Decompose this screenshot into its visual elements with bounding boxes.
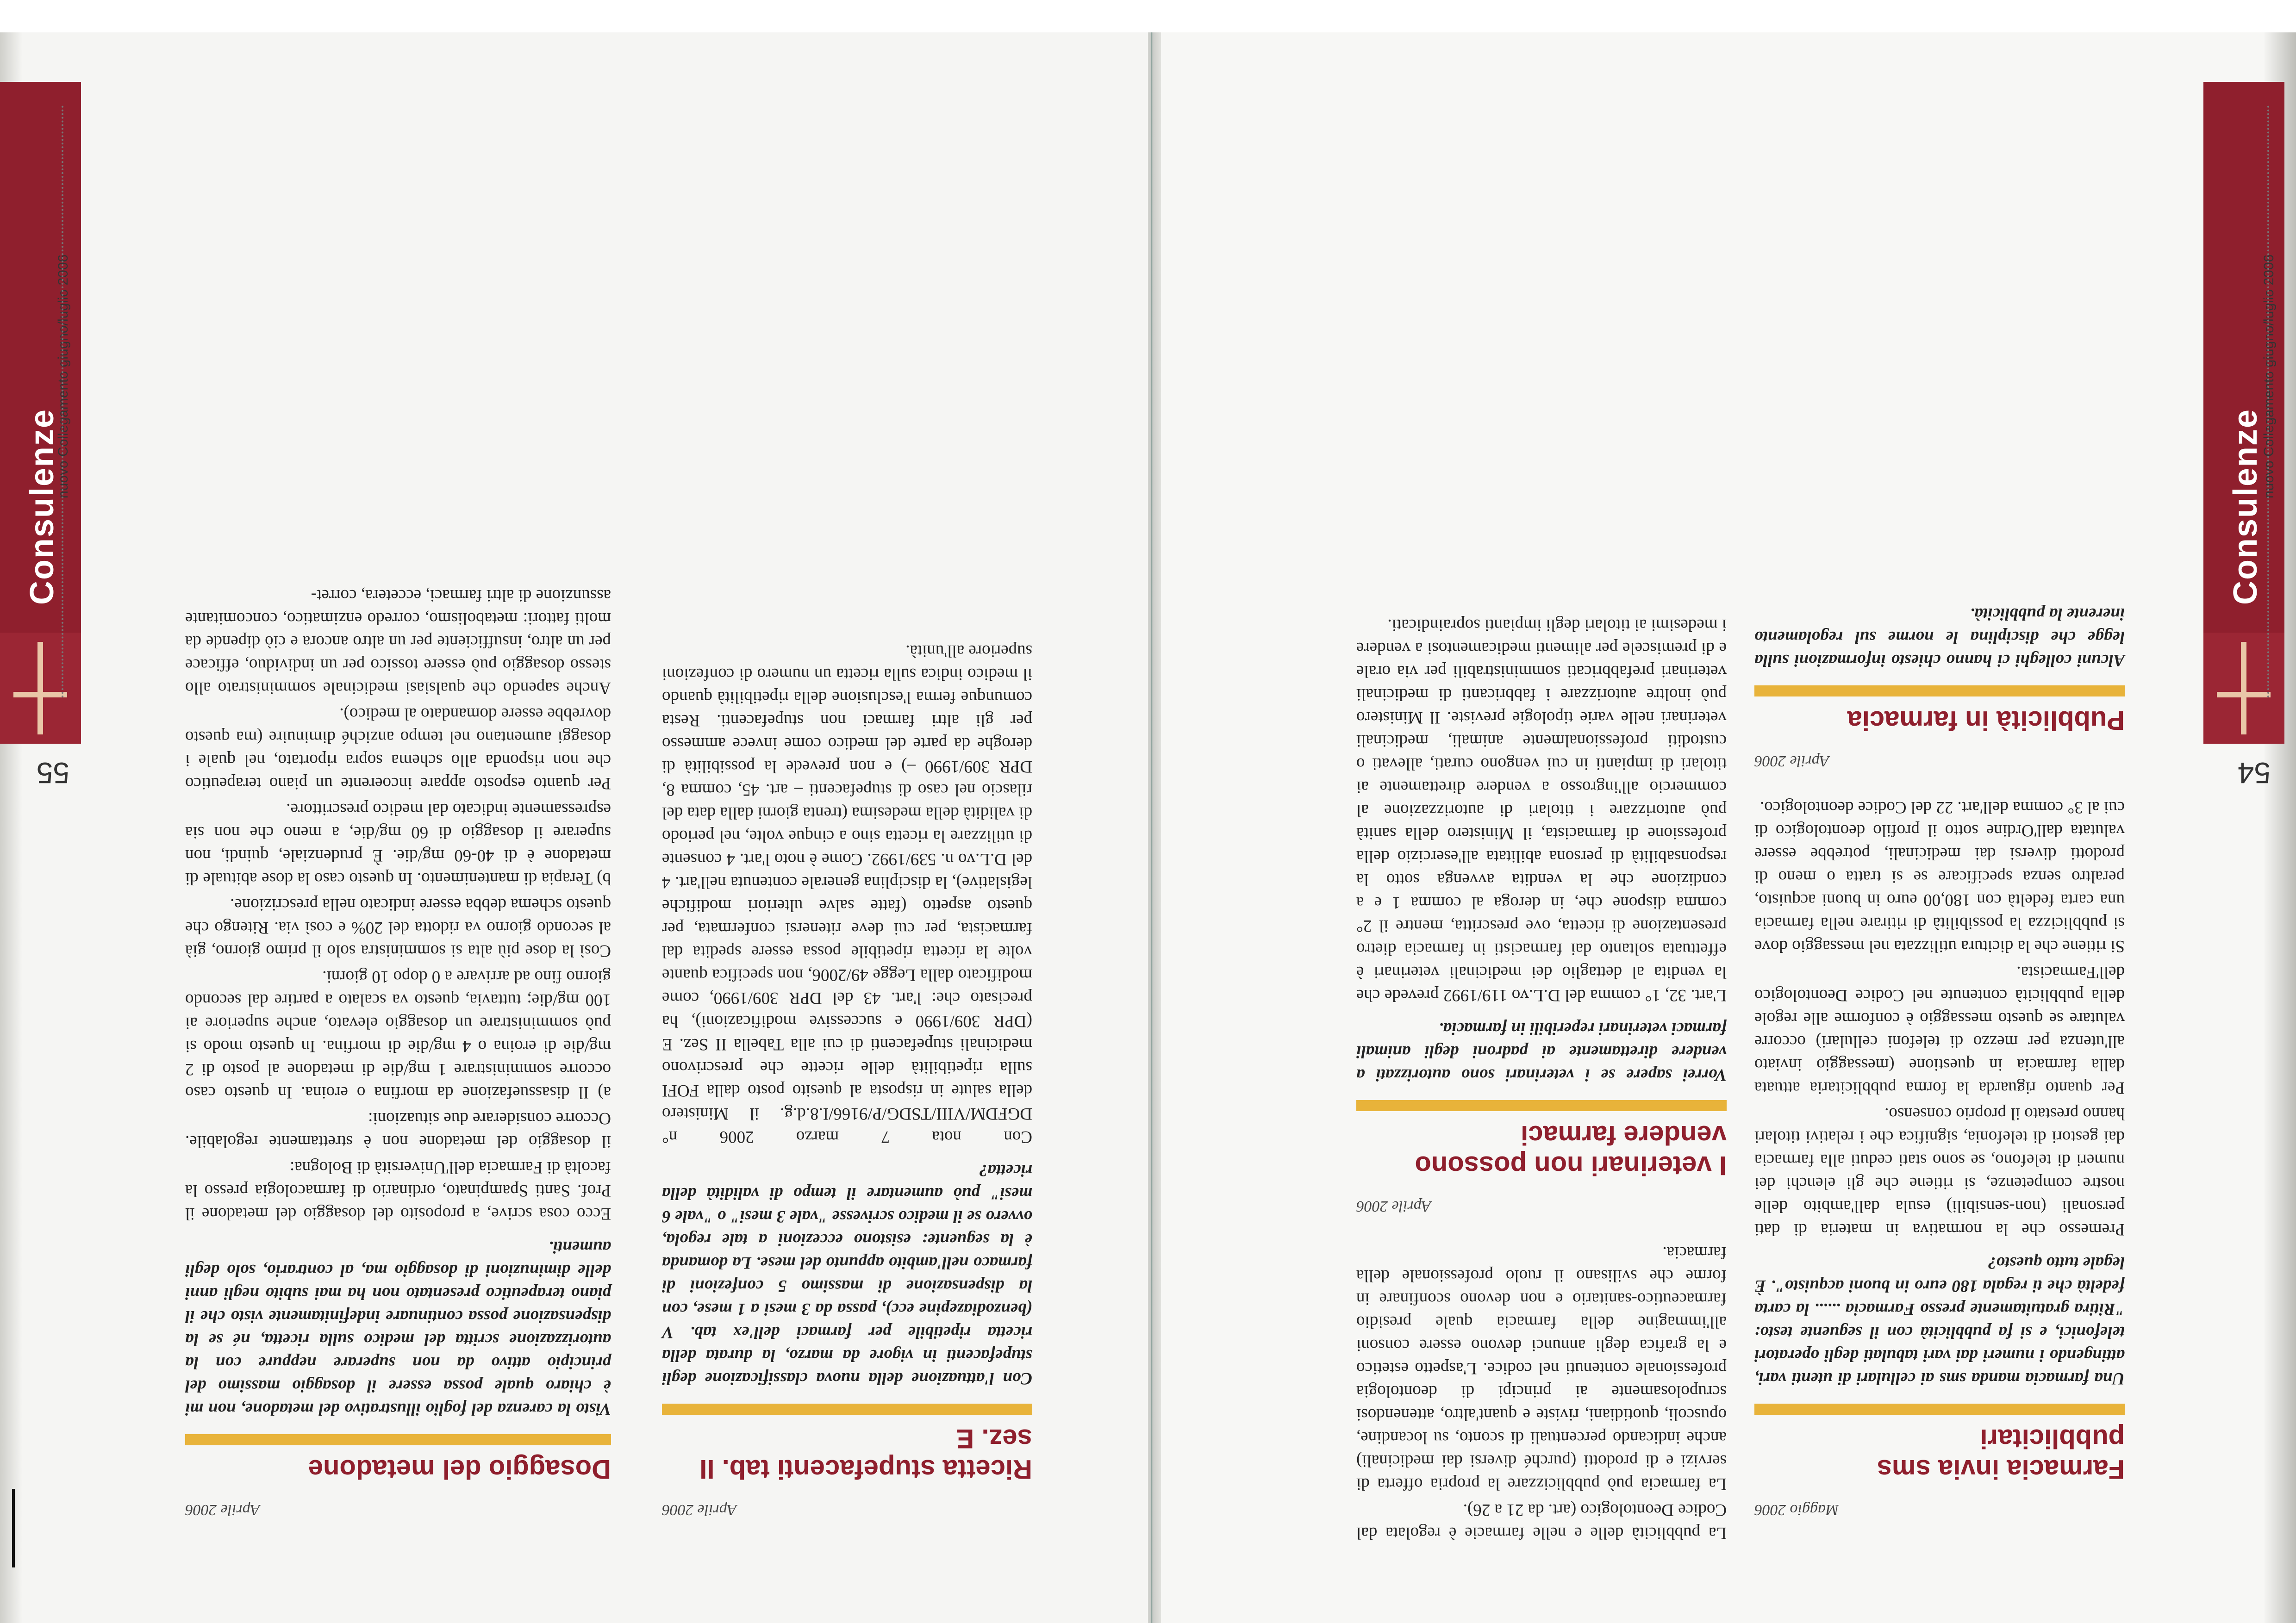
- title-accent-bar: [1754, 685, 2125, 696]
- article-date: Aprile 2006: [185, 1501, 260, 1518]
- running-head: nuovo Collegamento giugno/luglio 2006: [56, 254, 71, 498]
- scan-margin: [0, 0, 2296, 32]
- column-3: [662, 636, 1032, 1544]
- paragraph: il dosaggio del metadone non è strettamente regolabile. Occorre considerare due situazioni:: [185, 1109, 611, 1151]
- page-54: [1157, 0, 2296, 1623]
- column-1: [1754, 592, 2125, 1544]
- article-question: Una farmacia manda sms ai cellulari di utenti vari, attingendo i numeri dai vari tabulati degli operatori telefonici, e si fa pubblicità con il seguente testo: "Ritira gratuitamente presso Farmacia ...... la carta fedeltà che ti regala 180 euro in buoni acquisto". È legale tutto questo?: [1754, 1253, 2125, 1388]
- article-title-veterinari: I veterinari non possono vendere farmaci: [1415, 1120, 1727, 1181]
- section-label: Consulenze: [2227, 408, 2264, 605]
- page-number: 55: [36, 756, 69, 790]
- article-title-pubblicita: Pubblicità in farmacia: [1847, 705, 2125, 735]
- paragraph: Si ritiene che la dicitura utilizzata nel messaggio dove si pubblicizza la possibilità di ritirare nella farmacia una carta fedeltà con 180,00 euro in buoni acquisto, peraltro senza specificare se si tratta o meno di prodotti diversi dai medicinali, potrebbe essere valutata dall'Ordine sotto il profilo deontologico di cui al 3° comma dell'art. 22 del Codice deontologico.: [1754, 798, 2125, 956]
- article-question: Visto la carenza del foglio illustrativo del metadone, non mi è chiaro quale possa essere il dosaggio massimo del principio attivo da non superare neppure con la autorizzazione scritta del medico sulla ricetta, né se la dispensazione possa continuare indefinitamente visto che il piano terapeutico presentato non ha mai subito negli anni delle diminuzioni di dosaggio ma, al contrario, solo degli aumenti.: [185, 1237, 611, 1418]
- paragraph: Premesso che la normativa in materia di dati personali (non-sensibili) esula dall'ambito delle nostre competenze, si ritiene che gli elenchi dei numeri di telefono, se sono stati ceduti alla farmacia dai gestori di telefonia, significa che i relativi titolari hanno prestato il proprio consenso.: [1754, 1104, 2125, 1239]
- article-body: [1754, 796, 2125, 1241]
- article-question: Vorrei sapere se i veterinari sono autorizzati a vendere direttamente ai padroni degli animali farmaci veterinari reperibili in farmacia.: [1356, 1019, 1727, 1084]
- article-date: Aprile 2006: [1754, 752, 1829, 770]
- paragraph: Con nota 7 marzo 2006 n° DGFDM/VIII/TSDG/P/9166/I.8.d.g. il Ministero della salute in risposta al quesito posto dalla FOFI sulla ripetibilità delle ricette che prescrivono medicinali stupefacenti di cui alla Tabella II Sez. E (DPR 309/1990 e successive modificazioni), ha precisato che: l'art. 43 del DPR 309/1990, come modificato dalla Legge 49/2006, non specifica quante volte la ricetta ripetibile possa essere spedita dal farmacista, per cui deve ritenersi confermata, per questo aspetto (fatte salve ulteriori modifiche legislative), la disciplina generale contenuta nell'art. 4 del D.L.vo n. 539/1992. Come è noto l'art. 4 consente di utilizzare la ricetta sino a cinque volte, nel periodo di validità della medesima (trenta giorni dalla data del rilascio nel caso di stupefacenti – art. 45, comma 8, DPR 309/1990 –) e non prevede la possibilità di deroghe da parte del medico come invece ammesso per gli altri farmaci non stupefacenti. Resta comunque ferma l'esclusione della ripetibilità quando il medico indica sulla ricetta un numero di confezioni superiore all'unità.: [662, 641, 1032, 1146]
- paragraph: Così la dose più alta si somministra solo il primo giorno, già al secondo giorno va ridotta del 20% e così via. Ritengo che questo schema debba essere indicato nella prescrizione.: [185, 895, 611, 960]
- running-head: nuovo Collegamento giugno/luglio 2006: [2261, 254, 2277, 498]
- article-body: [662, 639, 1032, 1148]
- article-title-sms: Farmacia invia sms pubblicitari: [1877, 1424, 2125, 1484]
- title-accent-bar: [1754, 1404, 2125, 1415]
- dotted-rule: [61, 105, 63, 697]
- title-accent-bar: [662, 1404, 1032, 1415]
- paragraph: Per quanto riguarda la forma pubblicitaria attuata dalla farmacia in questione (messaggio inviato all'utenza per mezzo di telefoni cellulari) occorre valutare se questo messaggio è conforme alle regole della pubblicità contenute nel Codice Deontologico dell'Farmacista.: [1754, 963, 2125, 1097]
- cross-logo-icon: [2203, 633, 2284, 744]
- title-accent-bar: [185, 1434, 611, 1445]
- section-label: Consulenze: [24, 408, 61, 605]
- article-body: [1356, 1241, 1727, 1544]
- article-date: Aprile 2006: [662, 1501, 737, 1518]
- paragraph: Ecco cosa scrive, a proposito del dosaggio del metadone il Prof. Santi Spampinato, ordinario di farmacologia presso la facoltà di Farmacia dell'Università di Bologna:: [185, 1158, 611, 1223]
- column-4: [185, 581, 611, 1544]
- article-body: [1356, 613, 1727, 1007]
- paragraph: L'art. 32, 1° comma del D.L.vo 119/1992 prevede che la vendita al dettaglio dei medicinali veterinari è effettuata soltanto dai farmacisti in farmacia dietro presentazione di ricetta, ove prescritta, mentre il 2° comma dispone che, in deroga al comma 1 e a condizione che la vendita avvenga sotto la responsabilità di persona abilitata all'esercizio della professione di farmacista, il Ministero della sanità può autorizzare i titolari di autorizzazione al commercio all'ingrosso a vendere direttamente ai titolari di impianti in cui vengono curati, allevati o custoditi professionalmente animali, medicinali veterinari nelle varie tipologie previste. Il Ministero può inoltre autorizzare i fabbricanti di medicinali veterinari prefabbricati somministrabili per via orale e di premiscele per alimenti medicamentosi a vendere i medesimi ai titolari degli impianti sopraindicati.: [1356, 616, 1727, 1005]
- paragraph: Per quanto esposto appare incoerente un piano terapeutico che non risponda allo schema sopra riportato, nel quale i dosaggi aumentano nel tempo anziché diminuire (ma questo dovrebbe essere domandato al medico).: [185, 704, 611, 793]
- margin-rule: [12, 1489, 15, 1567]
- paragraph: b) Terapia di mantenimento. In questo caso la dose abituale di metadone è di 40-60 mg/die. È prudenziale, quindi, non superare il dosaggio di 60 mg/die, a meno che non sia espressamente indicato dal medico prescrittore.: [185, 800, 611, 888]
- paragraph: La farmacia può pubblicizzare la propria offerta di servizi e di prodotti (purché diversi dai medicinali) anche indicando percentuali di sconto, su locandine, opuscoli, quotidiani, riviste e quant'altro, attenendosi scrupolosamente ai principi di deontologia professionale contenuti nel codice. L'aspetto estetico e la grafica degli annunci devono essere consoni all'immagine della farmacia quale presidio farmaceutico-sanitario e non devono sconfinare in forme che svilisano il ruolo professionale della farmacia.: [1356, 1243, 1727, 1493]
- column-2: [1356, 610, 1727, 1544]
- page-number: 54: [2237, 756, 2271, 790]
- dotted-rule: [2266, 105, 2269, 697]
- cross-logo-icon: [0, 633, 81, 744]
- article-question: Alcuni colleghi ci hanno chiesto informazioni sulla legge che disciplina le norme sul regolamento inerente la pubblicità.: [1754, 604, 2125, 670]
- article-date: Maggio 2006: [1754, 1501, 1839, 1518]
- paragraph: Anche sapendo che qualsiasi medicinale somministrato allo stesso dosaggio può essere tossico per un individuo, efficace per un altro, insufficiente per un altro ancora e ciò dipende da molti fattori: metabolismo, corredo enzimatico, concomitante assunzione di altri farmaci, eccetera, corret-: [185, 586, 611, 697]
- title-accent-bar: [1356, 1100, 1727, 1111]
- article-question: Con l'attuazione della nuova classificazione degli stupefacenti in vigore da marzo, la durata della ricetta ripetibile per farmaci dell'ex tab. V (benzodiazepine ecc), passa da 3 mesi a 1 mese, con la dispensazione di massimo 5 confezioni di farmaco nell'ambito appunto del mese. La domanda è la seguente: esistono eccezioni a tale regola, ovvero se il medico scrivesse "vale 3 mesi" o "vale 6 mesi" può aumentare il tempo di validità della ricetta?: [662, 1161, 1032, 1388]
- article-title-metadone: Dosaggio del metadone: [308, 1454, 611, 1484]
- paragraph: La pubblicità delle e nelle farmacie è regolata dal Codice Deontologico (art. da 21 a 26).: [1356, 1500, 1727, 1542]
- article-title-stupefacenti: Ricetta stupefacenti tab. II sez. E: [699, 1424, 1032, 1484]
- article-date: Aprile 2006: [1356, 1198, 1431, 1215]
- article-body: [185, 584, 611, 1225]
- paragraph: a) Il disassuefazione da morfina o eroina. In questo caso occorre somministrare 1 mg/die di metadone al posto di 2 mg/die di eroina o 4 mg/die di morfina. In questo modo si può somministrare un dosaggio elevato, anche superiore ai 100 mg/die; tuttavia, questo va scalato a partire dal secondo giorno fino ad arrivare a 0 dopo 10 giorni.: [185, 967, 611, 1102]
